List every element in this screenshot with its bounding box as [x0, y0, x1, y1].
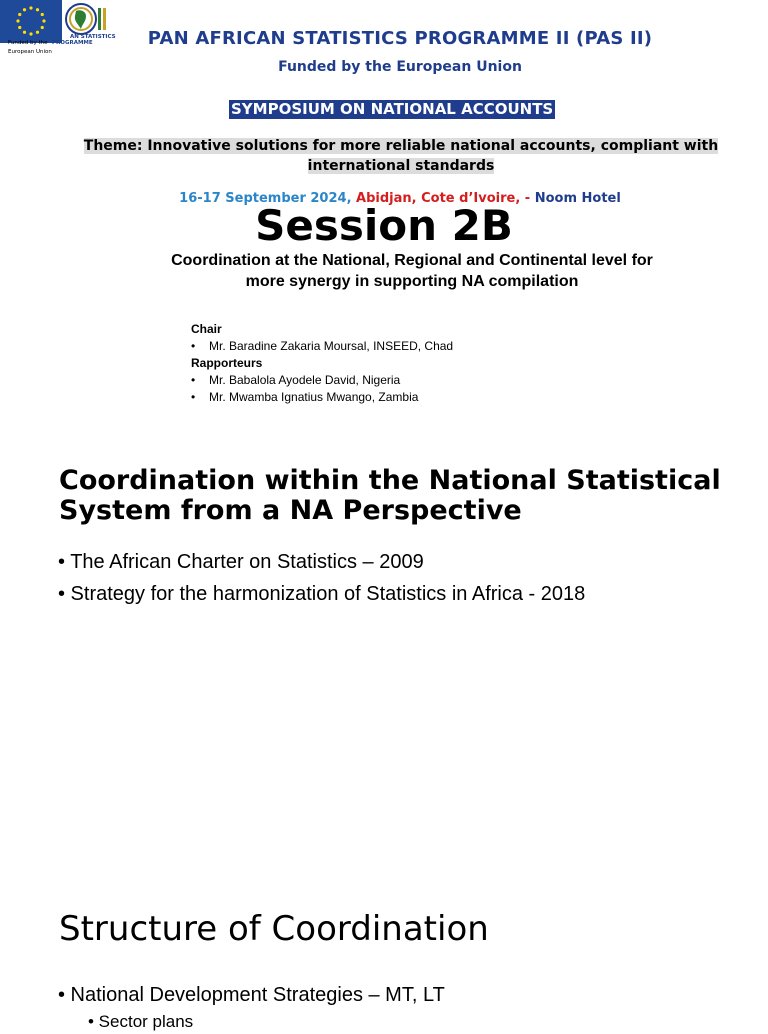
- logo-caption-programme: PROGRAMME: [52, 40, 93, 46]
- bullet-icon: •: [191, 339, 196, 353]
- section-title-coordination: Coordination within the National Statistical System from a NA Perspective: [59, 465, 721, 526]
- logo-caption-eu: European Union: [8, 49, 52, 55]
- session-title: Session 2B: [255, 201, 513, 250]
- event-place: Abidjan, Cote d’Ivoire, -: [351, 191, 535, 206]
- rapporteur-name: Mr. Babalola Ayodele David, Nigeria: [209, 373, 401, 387]
- rapporteur-name: Mr. Mwamba Ignatius Mwango, Zambia: [209, 390, 419, 404]
- logo-caption-statistics: AN STATISTICS: [70, 34, 116, 40]
- eu-star-icon: [23, 8, 26, 11]
- chair-label: Chair: [191, 322, 222, 336]
- event-date: 16-17 September 2024,: [179, 191, 352, 206]
- theme-text: [80, 136, 722, 176]
- bullet-icon: •: [191, 373, 196, 387]
- rapporteur-item: [191, 389, 418, 406]
- bullet-icon: •: [191, 390, 196, 404]
- theme-highlight: Theme: Innovative solutions for more reliable national accounts, compliant with international standards: [83, 138, 719, 174]
- logo-caption-funded: Funded by the: [8, 40, 48, 46]
- bullet-item: • Strategy for the harmonization of Statistics in Africa - 2018: [58, 583, 586, 605]
- event-hotel: Noom Hotel: [534, 191, 621, 206]
- sub-bullet-item: • Sector plans: [88, 1012, 194, 1031]
- eu-star-icon: [41, 13, 44, 16]
- session-subtitle: Coordination at the National, Regional and Continental level for more synergy in supporting NA compilation: [171, 252, 653, 290]
- rapporteurs-label: Rapporteurs: [191, 356, 263, 370]
- eu-star-icon: [18, 13, 21, 16]
- eu-star-icon: [29, 6, 32, 9]
- rapporteur-item: [191, 372, 400, 389]
- symposium-banner: SYMPOSIUM ON NATIONAL ACCOUNTS: [231, 100, 554, 118]
- eu-star-icon: [16, 19, 19, 22]
- bullet-item: • National Development Strategies – MT, LT: [58, 984, 445, 1006]
- chair-item: [191, 338, 453, 355]
- eu-star-icon: [42, 19, 45, 22]
- programme-title: PAN AFRICAN STATISTICS PROGRAMME II (PAS II): [147, 28, 653, 49]
- bullet-item: • The African Charter on Statistics – 2009: [58, 551, 424, 573]
- chair-name: Mr. Baradine Zakaria Moursal, INSEED, Chad: [209, 339, 454, 353]
- eu-star-icon: [36, 8, 39, 11]
- funded-by-text: Funded by the European Union: [278, 59, 522, 75]
- section-title-structure: Structure of Coordination: [59, 909, 489, 949]
